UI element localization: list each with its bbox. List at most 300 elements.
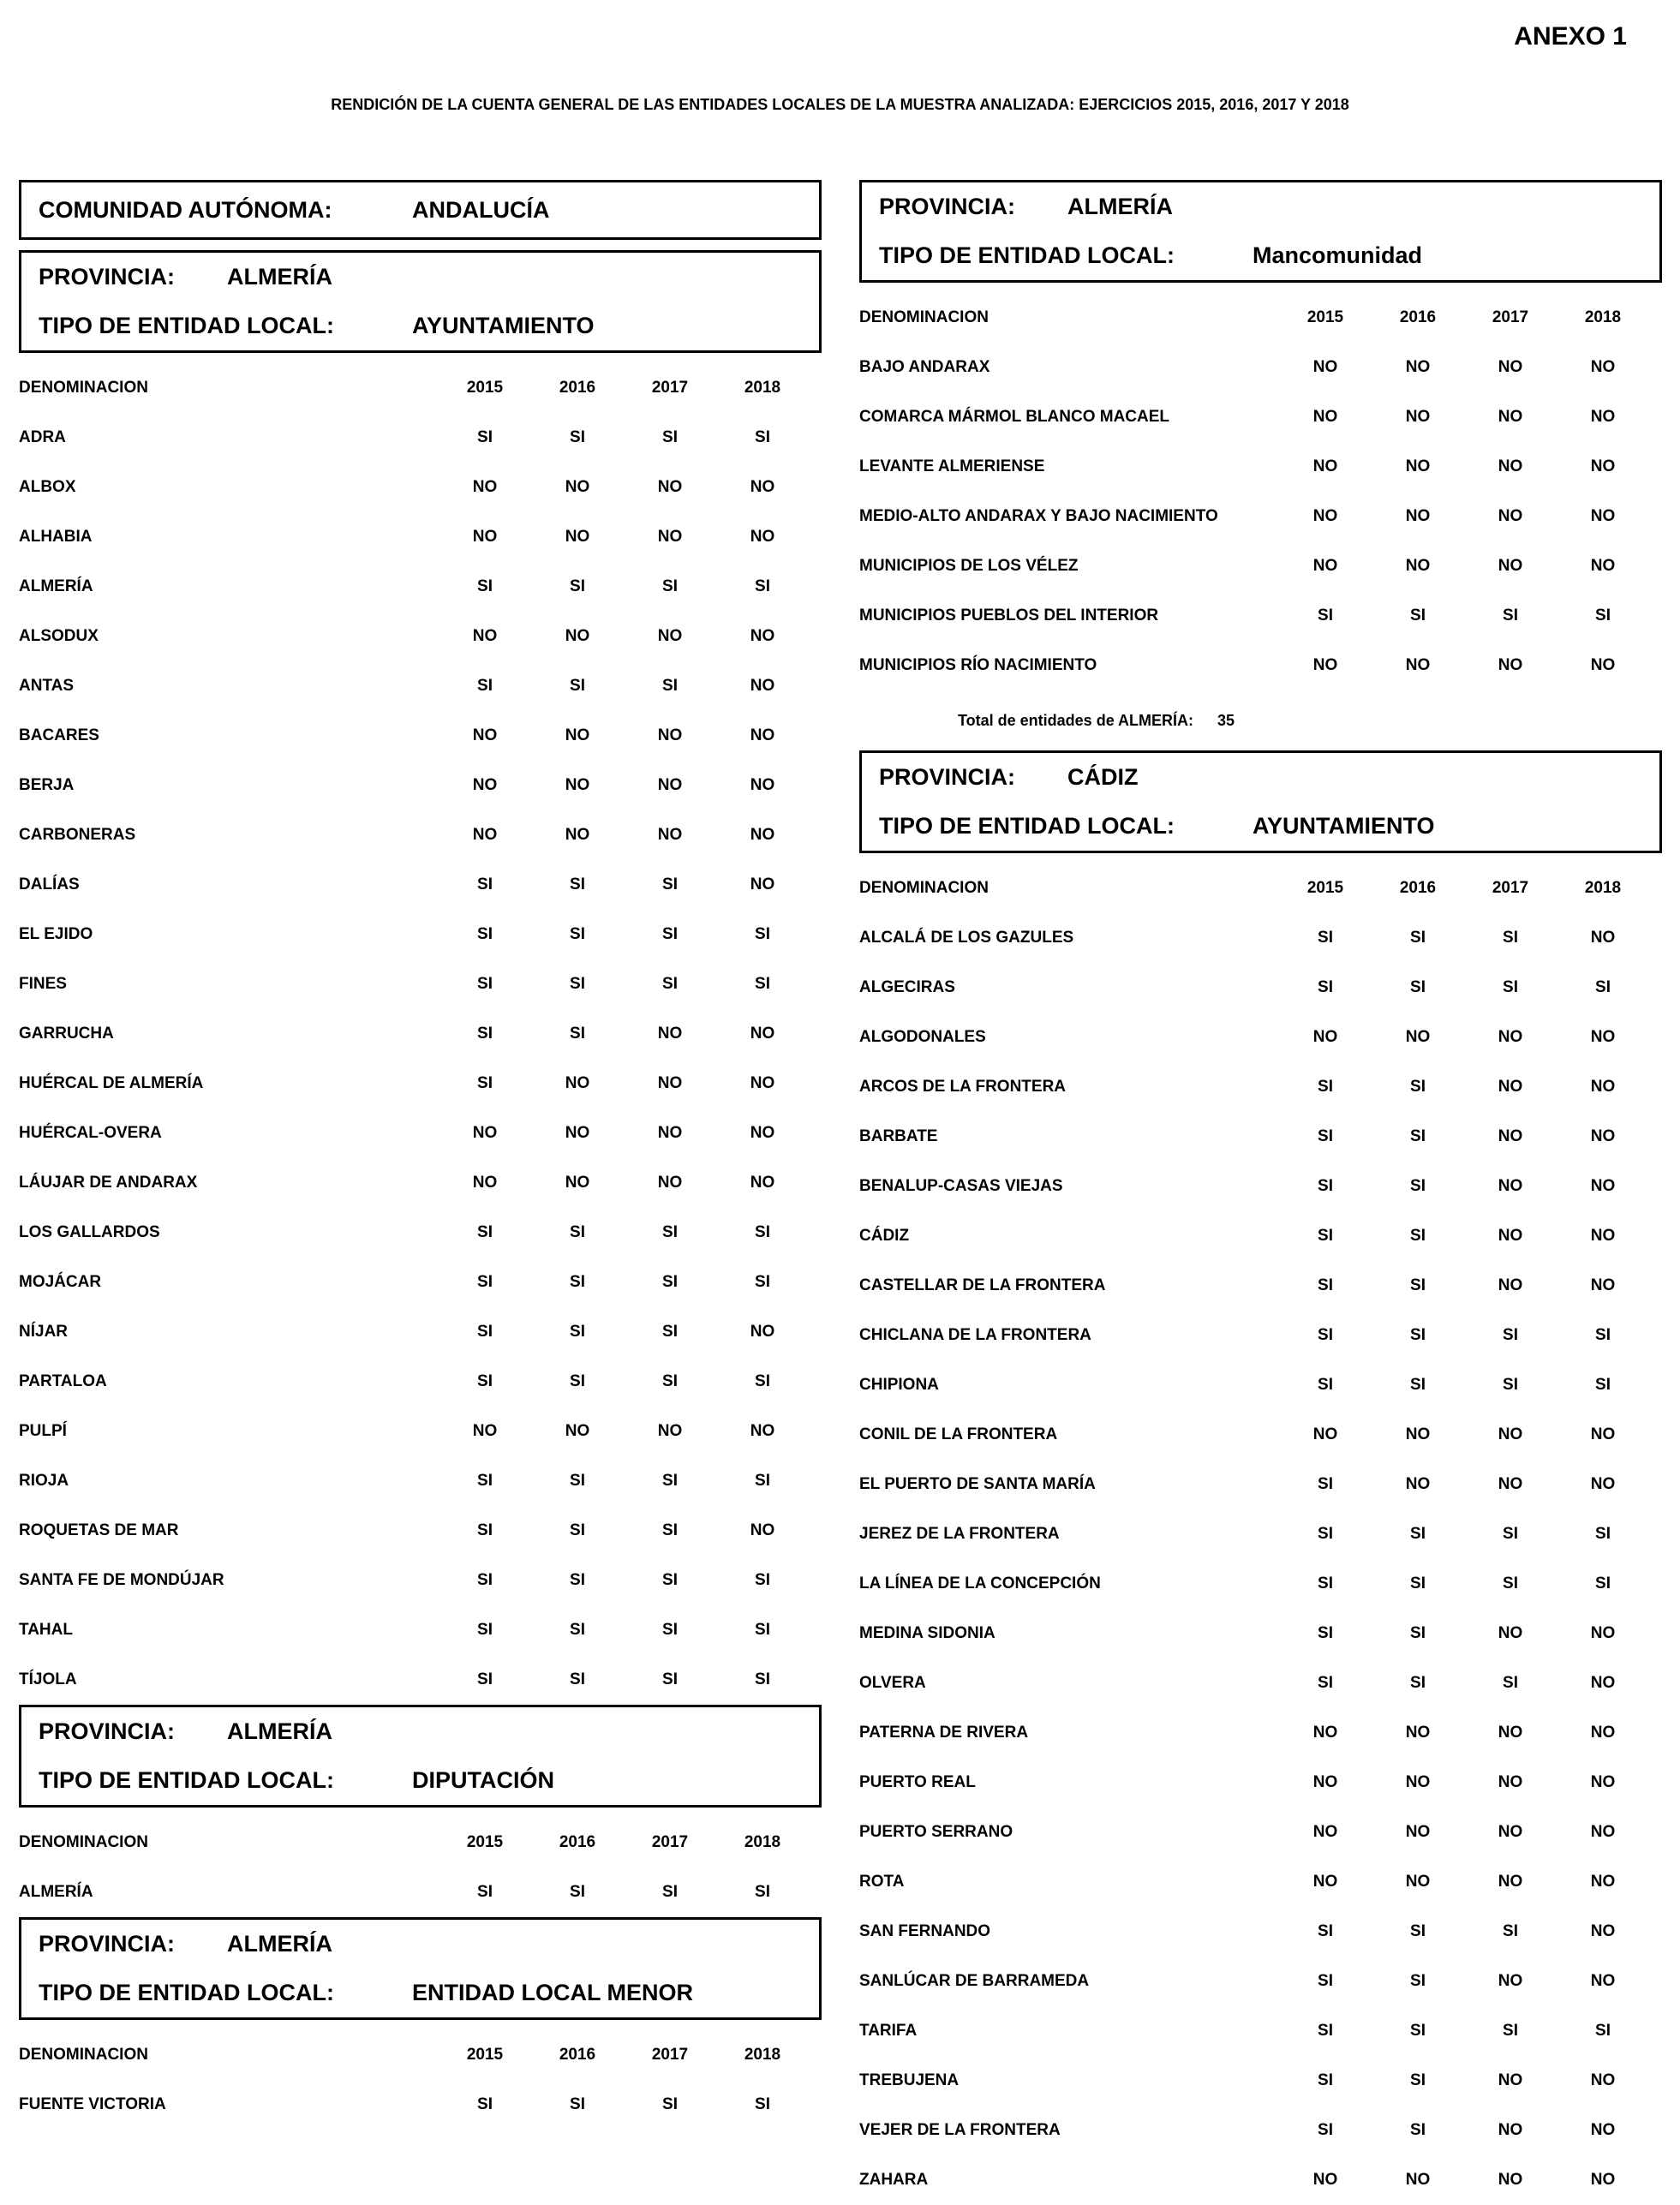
- table-row: [859, 1758, 1662, 1808]
- table-row: [19, 1605, 822, 1655]
- year-value: SI: [1503, 1326, 1518, 1344]
- entity-name: HUÉRCAL-OVERA: [19, 1124, 162, 1142]
- year-value: NO: [750, 1174, 775, 1192]
- year-value: SI: [755, 1670, 770, 1688]
- comunidad-label: COMUNIDAD AUTÓNOMA:: [39, 196, 332, 223]
- year-value: SI: [1318, 607, 1333, 624]
- year-value: SI: [570, 428, 585, 446]
- year-value: SI: [755, 2095, 770, 2113]
- year-value: SI: [1595, 2022, 1611, 2040]
- year-value: NO: [657, 726, 683, 744]
- provincia-line: [39, 1920, 802, 1969]
- year-value: NO: [1590, 656, 1616, 674]
- year-value: SI: [477, 1372, 493, 1390]
- tipo-entidad-label: TIPO DE ENTIDAD LOCAL:: [39, 1767, 334, 1793]
- year-value: NO: [1590, 1028, 1616, 1046]
- year-value: SI: [477, 428, 493, 446]
- year-value: SI: [570, 1323, 585, 1341]
- year-value: SI: [1410, 1525, 1426, 1543]
- year-value: NO: [565, 776, 590, 794]
- year-value: NO: [1590, 1425, 1616, 1443]
- table-row: [19, 1655, 822, 1705]
- tipo-entidad-label: TIPO DE ENTIDAD LOCAL:: [39, 1980, 334, 2005]
- entity-name: SANTA FE DE MONDÚJAR: [19, 1571, 224, 1589]
- year-value: NO: [472, 1124, 498, 1142]
- year-value: NO: [1498, 2171, 1523, 2189]
- entity-name: BERJA: [19, 776, 75, 794]
- year-header: 2016: [559, 2046, 596, 2064]
- table-row: [19, 910, 822, 959]
- table-row: [859, 343, 1662, 392]
- entity-name: LOS GALLARDOS: [19, 1223, 160, 1241]
- provincia-line: [39, 1707, 802, 1756]
- entity-name: CONIL DE LA FRONTERA: [859, 1425, 1058, 1443]
- year-value: NO: [1405, 1475, 1431, 1493]
- tipo-entidad-label: TIPO DE ENTIDAD LOCAL:: [879, 242, 1175, 268]
- year-value: NO: [1405, 1425, 1431, 1443]
- year-value: NO: [1590, 1475, 1616, 1493]
- year-value: NO: [1590, 1276, 1616, 1294]
- year-header: 2015: [1306, 879, 1344, 897]
- year-header: 2018: [744, 2046, 781, 2064]
- provincia-value: ALMERÍA: [227, 264, 332, 290]
- table-row: [19, 512, 822, 562]
- year-value: NO: [1405, 2171, 1431, 2189]
- tipo-entidad-value: ENTIDAD LOCAL MENOR: [412, 1980, 693, 2005]
- year-value: NO: [565, 528, 590, 546]
- denominacion-header: DENOMINACION: [19, 1833, 148, 1851]
- section-header-box: [19, 1705, 822, 1808]
- table-row: [859, 1609, 1662, 1658]
- year-value: SI: [1595, 1376, 1611, 1394]
- table-row: [859, 641, 1662, 690]
- year-value: SI: [1318, 1922, 1333, 1940]
- entity-name: ALMERÍA: [19, 1883, 93, 1901]
- comunidad-box: [19, 180, 822, 240]
- year-value: SI: [662, 1323, 678, 1341]
- table-row: [859, 1857, 1662, 1907]
- year-value: NO: [1590, 408, 1616, 426]
- year-value: NO: [472, 726, 498, 744]
- year-value: NO: [1498, 1475, 1523, 1493]
- year-value: SI: [477, 1323, 493, 1341]
- year-value: NO: [1405, 656, 1431, 674]
- year-value: SI: [570, 1571, 585, 1589]
- year-value: NO: [1590, 929, 1616, 947]
- year-value: SI: [570, 875, 585, 893]
- entity-name: SAN FERNANDO: [859, 1922, 991, 1940]
- year-value: SI: [570, 1223, 585, 1241]
- year-value: NO: [657, 1025, 683, 1043]
- entity-name: ADRA: [19, 428, 66, 446]
- year-value: SI: [1318, 1972, 1333, 1990]
- year-value: NO: [1405, 457, 1431, 475]
- left-sections: [19, 250, 822, 2130]
- entity-name: FUENTE VICTORIA: [19, 2095, 166, 2113]
- year-value: NO: [1498, 1127, 1523, 1145]
- year-value: NO: [1590, 1873, 1616, 1891]
- year-value: NO: [1312, 1823, 1338, 1841]
- year-value: NO: [1498, 1276, 1523, 1294]
- year-value: NO: [1590, 2071, 1616, 2089]
- year-value: NO: [472, 528, 498, 546]
- entity-name: CARBONERAS: [19, 826, 136, 844]
- year-header: 2015: [1306, 308, 1344, 326]
- year-value: NO: [565, 627, 590, 645]
- entity-name: ALMERÍA: [19, 577, 93, 595]
- table-row: [19, 562, 822, 612]
- entity-name: ROQUETAS DE MAR: [19, 1521, 179, 1539]
- province-total-value: 35: [1217, 711, 1235, 729]
- year-value: SI: [755, 1571, 770, 1589]
- year-value: NO: [1498, 1724, 1523, 1742]
- year-value: SI: [755, 975, 770, 993]
- year-value: SI: [570, 1472, 585, 1490]
- table-row: [859, 1559, 1662, 1609]
- year-value: NO: [750, 1074, 775, 1092]
- year-value: SI: [662, 925, 678, 943]
- year-value: SI: [1318, 1525, 1333, 1543]
- denominacion-header: DENOMINACION: [19, 379, 148, 397]
- year-value: NO: [750, 826, 775, 844]
- year-value: NO: [1590, 1922, 1616, 1940]
- year-header: 2016: [559, 1833, 596, 1851]
- entity-name: LA LÍNEA DE LA CONCEPCIÓN: [859, 1575, 1101, 1592]
- year-value: NO: [657, 1074, 683, 1092]
- year-value: SI: [1595, 978, 1611, 996]
- year-value: SI: [1410, 1674, 1426, 1692]
- year-value: NO: [1498, 1773, 1523, 1791]
- comunidad-value: ANDALUCÍA: [412, 196, 550, 223]
- year-value: NO: [565, 1074, 590, 1092]
- entity-name: MUNICIPIOS DE LOS VÉLEZ: [859, 557, 1079, 575]
- year-value: SI: [662, 1883, 678, 1901]
- year-value: SI: [1595, 1525, 1611, 1543]
- year-header: 2017: [1492, 879, 1529, 897]
- entity-name: MEDIO-ALTO ANDARAX Y BAJO NACIMIENTO: [859, 507, 1218, 525]
- tipo-entidad-line: [39, 302, 802, 350]
- table-row: [859, 1410, 1662, 1460]
- year-value: SI: [1503, 607, 1518, 624]
- year-value: SI: [662, 1670, 678, 1688]
- entity-name: GARRUCHA: [19, 1025, 114, 1043]
- year-value: NO: [1405, 557, 1431, 575]
- entity-name: ALCALÁ DE LOS GAZULES: [859, 929, 1074, 947]
- year-value: NO: [472, 1422, 498, 1440]
- table-row: [859, 2006, 1662, 2056]
- table-row: [19, 1059, 822, 1108]
- table-row: [19, 612, 822, 661]
- entity-name: TAHAL: [19, 1621, 73, 1639]
- table-row: [859, 1013, 1662, 1062]
- year-value: NO: [1590, 1674, 1616, 1692]
- provincia-value: CÁDIZ: [1067, 764, 1139, 790]
- year-value: SI: [1410, 607, 1426, 624]
- comunidad-line: [39, 182, 802, 237]
- year-value: SI: [1318, 1177, 1333, 1195]
- entity-name: TÍJOLA: [19, 1670, 77, 1688]
- entity-name: RIOJA: [19, 1472, 69, 1490]
- year-value: NO: [1498, 457, 1523, 475]
- year-value: SI: [570, 1025, 585, 1043]
- denominacion-header: DENOMINACION: [859, 308, 989, 326]
- tipo-entidad-value: AYUNTAMIENTO: [1253, 813, 1435, 839]
- year-value: NO: [657, 478, 683, 496]
- entity-name: COMARCA MÁRMOL BLANCO MACAEL: [859, 408, 1170, 426]
- year-value: NO: [1312, 1873, 1338, 1891]
- table-header-row: [859, 293, 1662, 343]
- year-value: SI: [662, 1372, 678, 1390]
- table-row: [19, 1208, 822, 1258]
- year-value: SI: [1503, 2022, 1518, 2040]
- table-row: [859, 2056, 1662, 2106]
- year-value: NO: [1590, 1823, 1616, 1841]
- tipo-entidad-value: AYUNTAMIENTO: [412, 313, 595, 338]
- table-row: [859, 492, 1662, 541]
- table-row: [859, 1211, 1662, 1261]
- year-value: SI: [1410, 978, 1426, 996]
- provincia-label: PROVINCIA:: [39, 1718, 176, 1744]
- entity-name: ALGECIRAS: [859, 978, 955, 996]
- tipo-entidad-line: [879, 231, 1642, 280]
- year-value: SI: [477, 975, 493, 993]
- year-value: NO: [657, 1174, 683, 1192]
- table-row: [859, 1808, 1662, 1857]
- entity-name: TARIFA: [859, 2022, 918, 2040]
- year-value: SI: [1595, 1575, 1611, 1592]
- year-value: NO: [657, 776, 683, 794]
- tipo-entidad-line: [879, 802, 1642, 851]
- year-value: NO: [750, 1521, 775, 1539]
- entity-name: PUERTO REAL: [859, 1773, 976, 1791]
- year-value: NO: [1498, 2121, 1523, 2139]
- entity-name: ALHABIA: [19, 528, 93, 546]
- year-value: NO: [1498, 1972, 1523, 1990]
- year-value: SI: [1318, 2121, 1333, 2139]
- year-value: SI: [1318, 1624, 1333, 1642]
- year-value: SI: [1318, 1276, 1333, 1294]
- year-value: NO: [1498, 1873, 1523, 1891]
- table-row: [19, 1009, 822, 1059]
- entity-name: MUNICIPIOS RÍO NACIMIENTO: [859, 656, 1097, 674]
- year-value: SI: [1410, 1078, 1426, 1096]
- year-value: SI: [1410, 1177, 1426, 1195]
- provincia-value: ALMERÍA: [1067, 194, 1173, 219]
- table-row: [859, 1509, 1662, 1559]
- entity-name: ARCOS DE LA FRONTERA: [859, 1078, 1067, 1096]
- year-value: SI: [477, 875, 493, 893]
- year-value: NO: [1590, 457, 1616, 475]
- year-value: SI: [755, 1883, 770, 1901]
- entity-name: OLVERA: [859, 1674, 926, 1692]
- entity-name: CHICLANA DE LA FRONTERA: [859, 1326, 1091, 1344]
- year-value: SI: [477, 1223, 493, 1241]
- year-value: NO: [750, 776, 775, 794]
- table-row: [19, 761, 822, 810]
- entity-name: EL EJIDO: [19, 925, 93, 943]
- year-value: SI: [1410, 1575, 1426, 1592]
- year-value: NO: [1312, 457, 1338, 475]
- province-total: [859, 690, 1662, 750]
- year-value: NO: [1498, 507, 1523, 525]
- table-row: [19, 463, 822, 512]
- provincia-line: [39, 253, 802, 302]
- year-value: SI: [1410, 1922, 1426, 1940]
- year-value: SI: [570, 577, 585, 595]
- year-value: SI: [1318, 1078, 1333, 1096]
- year-value: SI: [1318, 2071, 1333, 2089]
- year-value: SI: [1318, 1127, 1333, 1145]
- entity-name: BAJO ANDARAX: [859, 358, 990, 376]
- year-value: SI: [477, 1621, 493, 1639]
- year-value: NO: [1498, 1078, 1523, 1096]
- year-value: NO: [750, 627, 775, 645]
- entity-name: CASTELLAR DE LA FRONTERA: [859, 1276, 1106, 1294]
- year-value: NO: [1405, 1823, 1431, 1841]
- year-value: SI: [477, 1571, 493, 1589]
- year-value: SI: [662, 1223, 678, 1241]
- year-value: SI: [1503, 929, 1518, 947]
- year-value: SI: [662, 1571, 678, 1589]
- entity-name: HUÉRCAL DE ALMERÍA: [19, 1074, 204, 1092]
- year-value: NO: [472, 627, 498, 645]
- year-value: NO: [1405, 1724, 1431, 1742]
- year-value: SI: [755, 577, 770, 595]
- tipo-entidad-label: TIPO DE ENTIDAD LOCAL:: [879, 813, 1175, 839]
- entity-name: FINES: [19, 975, 67, 993]
- year-value: NO: [1590, 1177, 1616, 1195]
- year-header: 2015: [466, 1833, 504, 1851]
- table-row: [859, 1311, 1662, 1360]
- year-value: NO: [1590, 1773, 1616, 1791]
- year-value: SI: [662, 975, 678, 993]
- entity-name: ANTAS: [19, 677, 75, 695]
- provincia-value: ALMERÍA: [227, 1931, 332, 1957]
- year-value: NO: [1590, 557, 1616, 575]
- right-column: [859, 180, 1662, 2205]
- year-value: NO: [1312, 1773, 1338, 1791]
- table-row: [859, 1062, 1662, 1112]
- entity-name: CÁDIZ: [859, 1227, 910, 1245]
- year-header: 2018: [744, 1833, 781, 1851]
- year-value: SI: [1410, 1127, 1426, 1145]
- year-value: SI: [570, 1670, 585, 1688]
- year-value: NO: [1498, 1177, 1523, 1195]
- year-value: NO: [1498, 2071, 1523, 2089]
- table-row: [19, 1258, 822, 1307]
- year-value: SI: [1318, 929, 1333, 947]
- year-value: NO: [750, 1124, 775, 1142]
- table-row: [19, 860, 822, 910]
- year-value: NO: [1590, 2171, 1616, 2189]
- right-sections: [859, 180, 1662, 2205]
- table-row: [859, 541, 1662, 591]
- year-value: NO: [1590, 1078, 1616, 1096]
- year-value: SI: [477, 925, 493, 943]
- entity-name: CHIPIONA: [859, 1376, 939, 1394]
- entity-name: ALGODONALES: [859, 1028, 986, 1046]
- year-value: SI: [477, 1521, 493, 1539]
- year-value: SI: [1410, 1376, 1426, 1394]
- year-value: NO: [1590, 1972, 1616, 1990]
- year-value: NO: [750, 1323, 775, 1341]
- table-row: [859, 963, 1662, 1013]
- year-value: SI: [662, 428, 678, 446]
- year-value: NO: [1590, 1227, 1616, 1245]
- year-value: NO: [1312, 358, 1338, 376]
- year-value: SI: [1318, 1376, 1333, 1394]
- provincia-label: PROVINCIA:: [879, 764, 1016, 790]
- year-value: SI: [477, 577, 493, 595]
- year-value: SI: [570, 2095, 585, 2113]
- year-value: SI: [1410, 1227, 1426, 1245]
- entity-name: BARBATE: [859, 1127, 938, 1145]
- year-value: NO: [1498, 1425, 1523, 1443]
- year-value: SI: [477, 1025, 493, 1043]
- year-value: NO: [1498, 408, 1523, 426]
- year-value: NO: [472, 478, 498, 496]
- entity-name: SANLÚCAR DE BARRAMEDA: [859, 1972, 1090, 1990]
- entity-name: ZAHARA: [859, 2171, 929, 2189]
- year-value: NO: [1405, 408, 1431, 426]
- year-value: NO: [657, 826, 683, 844]
- year-value: NO: [1498, 1823, 1523, 1841]
- table-header-row: [19, 363, 822, 413]
- year-value: SI: [477, 1472, 493, 1490]
- table-row: [19, 1407, 822, 1456]
- table-header-row: [19, 2030, 822, 2080]
- table-row: [859, 1957, 1662, 2006]
- year-value: SI: [1595, 1326, 1611, 1344]
- year-value: SI: [1503, 1376, 1518, 1394]
- entity-name: LÁUJAR DE ANDARAX: [19, 1174, 198, 1192]
- year-value: NO: [1312, 1724, 1338, 1742]
- table-row: [19, 1867, 822, 1917]
- table-row: [19, 1307, 822, 1357]
- year-value: SI: [755, 1223, 770, 1241]
- year-value: NO: [750, 528, 775, 546]
- year-value: NO: [1312, 2171, 1338, 2189]
- table-row: [859, 1162, 1662, 1211]
- year-value: NO: [750, 677, 775, 695]
- table-row: [859, 1360, 1662, 1410]
- year-value: SI: [570, 975, 585, 993]
- year-value: SI: [662, 2095, 678, 2113]
- annex-label: ANEXO 1: [1514, 22, 1627, 51]
- year-value: SI: [570, 1273, 585, 1291]
- table-header-row: [859, 863, 1662, 913]
- provincia-value: ALMERÍA: [227, 1718, 332, 1744]
- tipo-entidad-value: Mancomunidad: [1253, 242, 1423, 268]
- table-row: [859, 591, 1662, 641]
- year-value: NO: [1312, 656, 1338, 674]
- table-row: [19, 1357, 822, 1407]
- year-value: NO: [565, 1124, 590, 1142]
- entity-name: BENALUP-CASAS VIEJAS: [859, 1177, 1063, 1195]
- year-header: 2017: [1492, 308, 1529, 326]
- year-value: SI: [662, 677, 678, 695]
- year-value: NO: [565, 826, 590, 844]
- year-value: SI: [755, 1273, 770, 1291]
- year-value: NO: [1312, 1028, 1338, 1046]
- year-value: NO: [1405, 1873, 1431, 1891]
- year-header: 2015: [466, 379, 504, 397]
- entity-name: VEJER DE LA FRONTERA: [859, 2121, 1061, 2139]
- section-header-box: [19, 250, 822, 353]
- table-row: [19, 959, 822, 1009]
- table-row: [19, 711, 822, 761]
- year-value: NO: [750, 875, 775, 893]
